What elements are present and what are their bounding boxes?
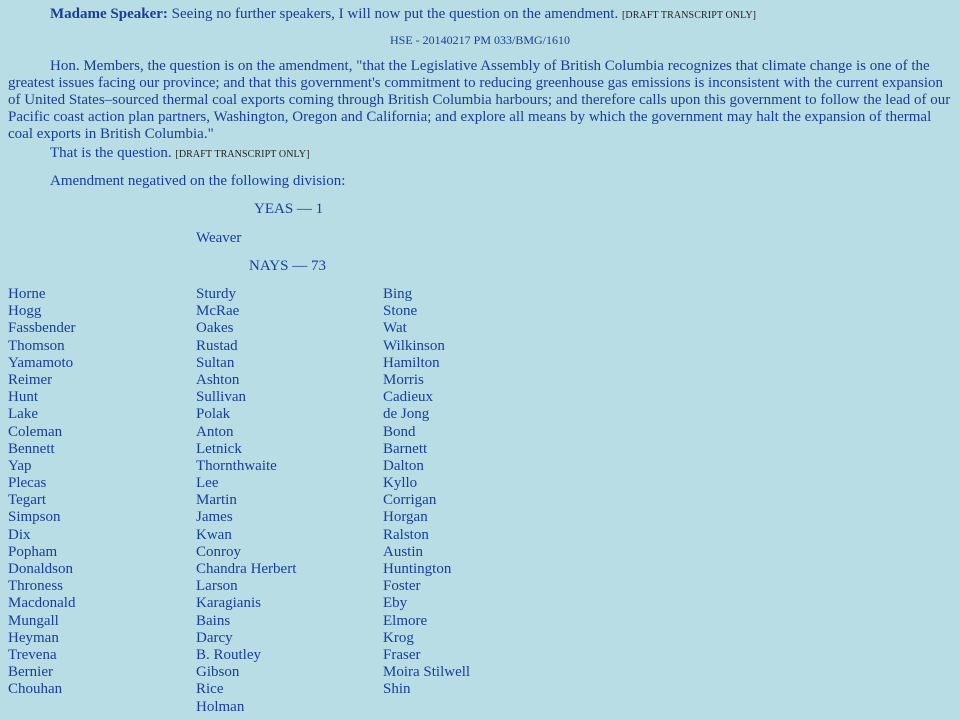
member-name: Huntington [383,561,452,577]
member-name: Hunt [8,389,38,406]
member-name: Austin [383,543,424,560]
yeas-heading: YEAS — 1 [254,201,324,217]
member-name: Dalton [383,457,424,474]
draft-transcript-tag: [DRAFT TRANSCRIPT ONLY] [175,149,310,160]
member-name: Simpson [8,509,61,526]
member-name: Corrigan [383,492,437,509]
member-name: Bing [383,286,413,302]
member-name: Elmore [383,612,428,629]
member-name: Kwan [196,526,232,543]
amendment-paragraph: Hon. Members, the question is on the amendment, "that the Legislative Assembly of British Columbia recognizes that climate change is one of the greatest issues facing our province; and that this government's commitment to reducing greenhouse gas emissions is inconsistent with the current expansion of United States–sourced thermal coal exports coming through British Columbia harbours; and therefore calls upon this government to follow the lead of our Pacific coast action plan partners, Washington, Oregon and California; and explore all means by which the government may halt the expansion of thermal coal exports in British Columbia." [8,58,951,142]
member-name: Sultan [196,354,235,371]
member-name: Sullivan [196,389,247,406]
member-name: Morris [383,371,424,388]
question-text: That is the question. [50,145,172,161]
division-intro: Amendment negatived on the following division: [50,173,346,189]
member-name: Lee [196,475,219,492]
member-name: Foster [383,578,421,595]
member-name: Dix [8,526,31,543]
member-name: Hogg [8,303,42,320]
member-name: Reimer [8,371,53,388]
member-name: Holman [196,698,245,715]
member-name: Moira Stilwell [383,664,471,681]
member-name: Ashton [196,371,240,388]
member-name: Hamilton [383,354,440,371]
member-name: Eby [383,595,408,612]
member-name: Karagianis [196,595,261,612]
member-name: Polak [196,406,231,423]
question-line [50,145,310,163]
member-name: Heyman [8,629,59,646]
member-name: de Jong [383,406,430,423]
member-name: Macdonald [8,595,76,612]
member-name: Fassbender [8,320,76,337]
speaker-name: Madame Speaker: [50,6,168,22]
member-name: Tegart [8,492,47,509]
member-name: Conroy [196,543,241,560]
nays-column-3 [383,286,470,699]
nays-column-1 [8,286,76,699]
member-name: McRae [196,303,240,320]
member-name: Cadieux [383,389,433,406]
member-name: Barnett [383,440,428,457]
member-name: Lake [8,406,38,423]
member-name: Horgan [383,509,428,526]
member-name: Wilkinson [383,337,445,354]
member-name: Mungall [8,612,59,629]
member-name: Darcy [196,629,233,646]
member-name: Chandra Herbert [196,561,297,577]
nays-column-2 [196,286,296,716]
member-name: Sturdy [196,286,237,302]
member-name: Bains [196,612,231,629]
member-name: Larson [196,578,238,595]
member-name: Thornthwaite [196,457,277,474]
member-name: Martin [196,492,237,509]
member-name: Horne [8,286,46,302]
member-name: Fraser [383,646,421,663]
member-name: Letnick [196,440,242,457]
member-name: Bernier [8,664,53,681]
member-name: Bennett [8,440,55,457]
member-name: Trevena [8,646,57,663]
nays-heading: NAYS — 73 [249,258,326,274]
member-name: Bond [383,423,416,440]
hse-reference: HSE - 20140217 PM 033/BMG/1610 [389,33,571,47]
yeas-member: Weaver [196,230,242,246]
draft-transcript-tag: [DRAFT TRANSCRIPT ONLY] [621,10,757,21]
member-name: Donaldson [8,561,73,577]
member-name: Throness [8,578,63,595]
member-name: Kyllo [383,475,418,492]
member-name: Krog [383,629,414,646]
member-name: Popham [8,543,58,560]
member-name: Rustad [196,337,238,354]
speaker-text: Seeing no further speakers, I will now put the question on the amendment. [171,6,619,22]
member-name: Yamamoto [8,354,74,371]
member-name: Oakes [196,320,234,337]
member-name: Thomson [8,337,65,354]
member-name: B. Routley [196,646,262,663]
member-name: Gibson [196,664,240,681]
member-name: Anton [196,423,234,440]
member-name: Wat [383,320,407,337]
member-name: Coleman [8,423,63,440]
speaker-line [50,6,756,24]
member-name: Ralston [383,526,429,543]
member-name: Chouhan [8,681,63,698]
member-name: Rice [196,681,224,698]
member-name: Yap [8,457,32,474]
member-name: James [196,509,233,526]
member-name: Shin [383,681,411,698]
member-name: Stone [383,303,418,320]
member-name: Plecas [8,475,47,492]
